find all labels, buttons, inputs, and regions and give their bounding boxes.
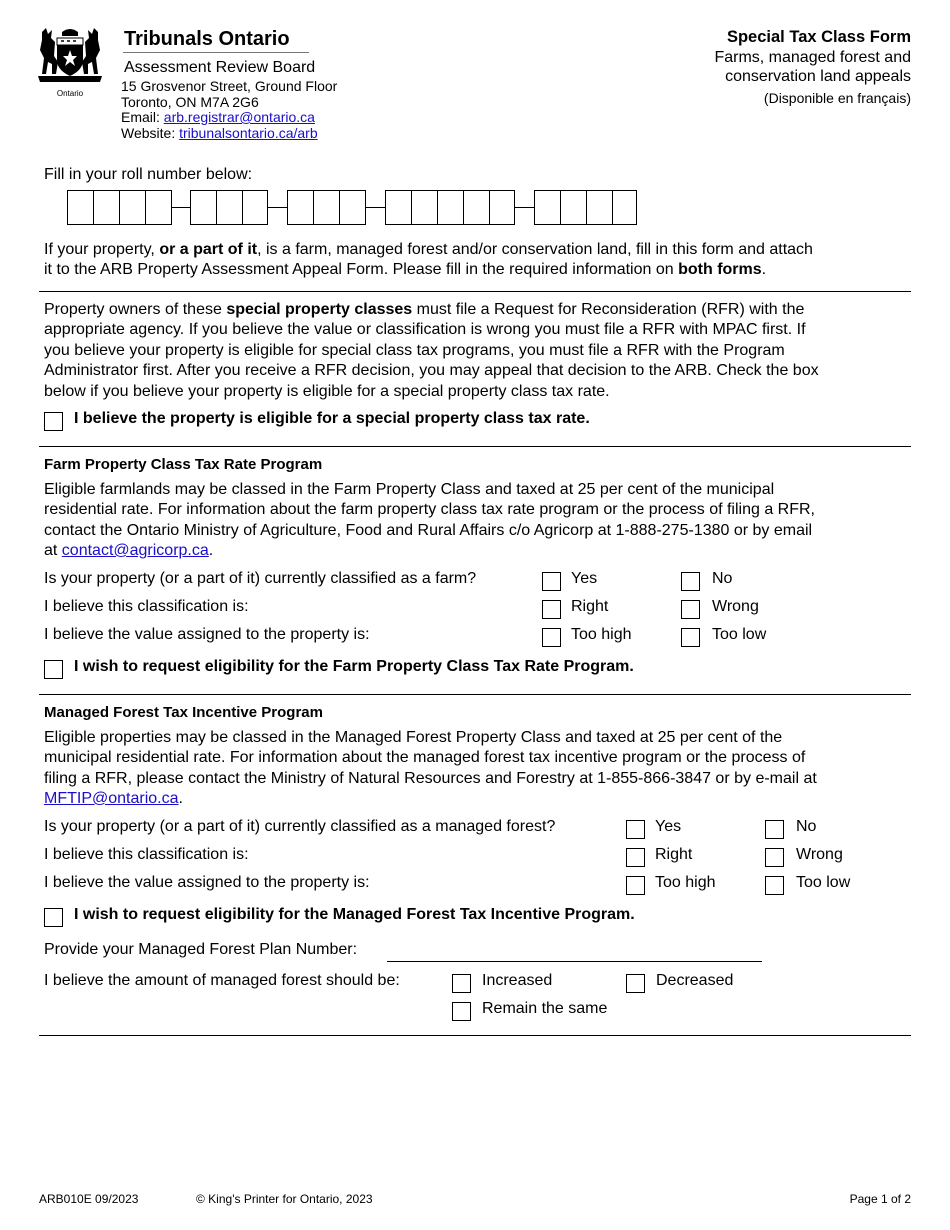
farm-line-1: Eligible farmlands may be classed in the Farm Property Class and taxed at 25 per cent of the municipal xyxy=(44,481,775,498)
forest-plan-number-label: Provide your Managed Forest Plan Number: xyxy=(44,941,358,958)
forest-question-classified: Is your property (or a part of it) currently classified as a managed forest? xyxy=(44,818,556,835)
farm-wrong-label: Wrong xyxy=(712,598,759,615)
special-line-3: you believe your property is eligible for special class tax programs, you must file a RFR with the Program xyxy=(44,342,785,359)
roll-digit-field[interactable] xyxy=(243,191,267,224)
form-subtitle-2: conservation land appeals xyxy=(725,68,911,85)
farm-right-label: Right xyxy=(571,598,609,615)
arb-website-link[interactable]: tribunalsontario.ca/arb xyxy=(179,125,318,141)
intro-text: it to the ARB Property Assessment Appeal Form. Please fill in the required information on xyxy=(44,261,679,278)
forest-increased-label: Increased xyxy=(482,972,553,989)
ontario-logo xyxy=(36,26,104,98)
farm-question-classification: I believe this classification is: xyxy=(44,598,249,615)
farm-too-high-label: Too high xyxy=(571,626,632,643)
address-line-2: Toronto, ON M7A 2G6 xyxy=(121,94,259,110)
roll-separator xyxy=(172,207,190,208)
org-name-underline xyxy=(123,52,309,53)
forest-remain-same-label: Remain the same xyxy=(482,1000,608,1017)
farm-text: at xyxy=(44,542,62,559)
email-label: Email: xyxy=(121,109,164,125)
forest-text: . xyxy=(178,790,183,807)
farm-yes-label: Yes xyxy=(571,570,598,587)
roll-number-group-1[interactable] xyxy=(67,190,172,225)
roll-digit-field[interactable] xyxy=(340,191,365,224)
special-text: Property owners of these xyxy=(44,301,227,318)
roll-separator xyxy=(515,207,534,208)
forest-section-heading: Managed Forest Tax Incentive Program xyxy=(44,704,323,721)
email-line xyxy=(121,109,315,126)
section-divider xyxy=(39,694,911,695)
roll-number-label: Fill in your roll number below: xyxy=(44,166,253,183)
forest-yes-checkbox[interactable] xyxy=(626,820,645,839)
roll-separator xyxy=(268,207,287,208)
roll-number-group-4[interactable] xyxy=(385,190,515,225)
special-emphasis: special property classes xyxy=(226,301,413,318)
logo-caption: Ontario xyxy=(56,89,84,98)
farm-text: . xyxy=(208,542,214,559)
form-subtitle-1: Farms, managed forest and xyxy=(714,49,911,66)
forest-too-low-label: Too low xyxy=(796,874,851,891)
farm-no-label: No xyxy=(712,570,733,587)
farm-too-low-label: Too low xyxy=(712,626,767,643)
roll-digit-field[interactable] xyxy=(412,191,438,224)
forest-decreased-label: Decreased xyxy=(656,972,734,989)
org-name: Tribunals Ontario xyxy=(124,28,290,50)
farm-question-value: I believe the value assigned to the property is: xyxy=(44,626,370,643)
farm-question-classified: Is your property (or a part of it) currently classified as a farm? xyxy=(44,570,477,587)
farm-line-4 xyxy=(44,541,213,562)
roll-digit-field[interactable] xyxy=(120,191,146,224)
section-divider xyxy=(39,291,911,292)
ontario-coat-of-arms-icon xyxy=(36,26,104,84)
farm-too-low-checkbox[interactable] xyxy=(681,628,700,647)
forest-wrong-label: Wrong xyxy=(796,846,843,863)
special-line-1 xyxy=(44,300,804,321)
forest-line-2: municipal residential rate. For information about the managed forest tax incentive program or the process of xyxy=(44,749,806,766)
address-line-1: 15 Grosvenor Street, Ground Floor xyxy=(121,78,338,94)
farm-no-checkbox[interactable] xyxy=(681,572,700,591)
roll-digit-field[interactable] xyxy=(146,191,171,224)
roll-digit-field[interactable] xyxy=(464,191,490,224)
forest-request-eligibility-checkbox[interactable] xyxy=(44,908,63,927)
section-divider xyxy=(39,446,911,447)
arb-email-link[interactable]: arb.registrar@ontario.ca xyxy=(163,109,315,125)
intro-text: If your property, xyxy=(44,241,160,258)
roll-digit-field[interactable] xyxy=(587,191,613,224)
roll-digit-field[interactable] xyxy=(561,191,587,224)
intro-text: . xyxy=(761,261,767,278)
forest-too-high-label: Too high xyxy=(655,874,716,891)
roll-digit-field[interactable] xyxy=(94,191,120,224)
section-divider xyxy=(39,1035,911,1036)
intro-text: , is a farm, managed forest and/or conservation land, fill in this form and attach xyxy=(257,241,813,258)
mftip-email-link[interactable]: MFTIP@ontario.ca xyxy=(44,790,179,807)
farm-request-eligibility-label: I wish to request eligibility for the Farm Property Class Tax Rate Program. xyxy=(74,658,634,675)
farm-wrong-checkbox[interactable] xyxy=(681,600,700,619)
farm-right-checkbox[interactable] xyxy=(542,600,561,619)
forest-line-3: filing a RFR, please contact the Ministry of Natural Resources and Forestry at 1-855-866-3847 or by e-mail at xyxy=(44,770,817,787)
roll-digit-field[interactable] xyxy=(288,191,314,224)
roll-digit-field[interactable] xyxy=(438,191,464,224)
special-class-eligible-checkbox[interactable] xyxy=(44,412,63,431)
forest-question-value: I believe the value assigned to the property is: xyxy=(44,874,370,891)
special-line-5: below if you believe your property is eligible for a special property class tax rate. xyxy=(44,383,610,400)
roll-number-group-3[interactable] xyxy=(287,190,366,225)
farm-line-2: residential rate. For information about the farm property class tax rate program or the process of filing a RFR, xyxy=(44,501,815,518)
farm-request-eligibility-checkbox[interactable] xyxy=(44,660,63,679)
roll-digit-field[interactable] xyxy=(535,191,561,224)
roll-digit-field[interactable] xyxy=(613,191,636,224)
form-title-block xyxy=(714,27,911,107)
forest-no-label: No xyxy=(796,818,817,835)
intro-emphasis: both forms xyxy=(678,261,762,278)
roll-digit-field[interactable] xyxy=(314,191,340,224)
forest-decreased-checkbox[interactable] xyxy=(626,974,645,993)
forest-no-checkbox[interactable] xyxy=(765,820,784,839)
roll-digit-field[interactable] xyxy=(217,191,243,224)
roll-digit-field[interactable] xyxy=(490,191,514,224)
page-number: Page 1 of 2 xyxy=(849,1192,911,1206)
special-class-eligible-label: I believe the property is eligible for a special property class tax rate. xyxy=(74,410,590,427)
forest-amount-label: I believe the amount of managed forest should be: xyxy=(44,972,400,989)
intro-line-2 xyxy=(44,260,766,281)
farm-too-high-checkbox[interactable] xyxy=(542,628,561,647)
forest-right-label: Right xyxy=(655,846,693,863)
roll-digit-field[interactable] xyxy=(191,191,217,224)
forest-increased-checkbox[interactable] xyxy=(452,974,471,993)
forest-line-4 xyxy=(44,789,183,810)
forest-wrong-checkbox[interactable] xyxy=(765,848,784,867)
forest-plan-number-input[interactable] xyxy=(387,940,762,962)
form-code: ARB010E 09/2023 xyxy=(39,1192,139,1206)
forest-right-checkbox[interactable] xyxy=(626,848,645,867)
copyright: © King's Printer for Ontario, 2023 xyxy=(196,1192,373,1206)
special-text: must file a Request for Reconsideration (RFR) with the xyxy=(412,301,805,318)
forest-too-high-checkbox[interactable] xyxy=(626,876,645,895)
roll-number-group-2[interactable] xyxy=(190,190,268,225)
website-line xyxy=(121,125,318,142)
forest-question-classification: I believe this classification is: xyxy=(44,846,249,863)
forest-request-eligibility-label: I wish to request eligibility for the Managed Forest Tax Incentive Program. xyxy=(74,906,635,923)
roll-number-group-5[interactable] xyxy=(534,190,637,225)
website-label: Website: xyxy=(121,125,180,141)
forest-too-low-checkbox[interactable] xyxy=(765,876,784,895)
forest-line-1: Eligible properties may be classed in the Managed Forest Property Class and taxed at 25 per cent of the xyxy=(44,729,783,746)
farm-line-3: contact the Ontario Ministry of Agriculture, Food and Rural Affairs c/o Agricorp at 1-888-275-1380 or by email xyxy=(44,522,813,539)
farm-section-heading: Farm Property Class Tax Rate Program xyxy=(44,456,323,473)
roll-digit-field[interactable] xyxy=(386,191,412,224)
agricorp-email-link[interactable]: contact@agricorp.ca xyxy=(61,542,209,559)
form-title: Special Tax Class Form xyxy=(726,28,911,46)
special-line-2: appropriate agency. If you believe the value or classification is wrong you must file a RFR with MPAC first. If xyxy=(44,321,806,338)
french-availability-note: (Disponible en français) xyxy=(763,90,911,106)
intro-line-1 xyxy=(44,240,813,261)
intro-emphasis: or a part of it xyxy=(159,241,258,258)
forest-yes-label: Yes xyxy=(655,818,682,835)
forest-remain-same-checkbox[interactable] xyxy=(452,1002,471,1021)
farm-yes-checkbox[interactable] xyxy=(542,572,561,591)
roll-separator xyxy=(366,207,385,208)
roll-digit-field[interactable] xyxy=(68,191,94,224)
special-line-4: Administrator first. After you receive a RFR decision, you may appeal that decision to the ARB. Check the box xyxy=(44,362,819,379)
board-name: Assessment Review Board xyxy=(124,59,316,76)
